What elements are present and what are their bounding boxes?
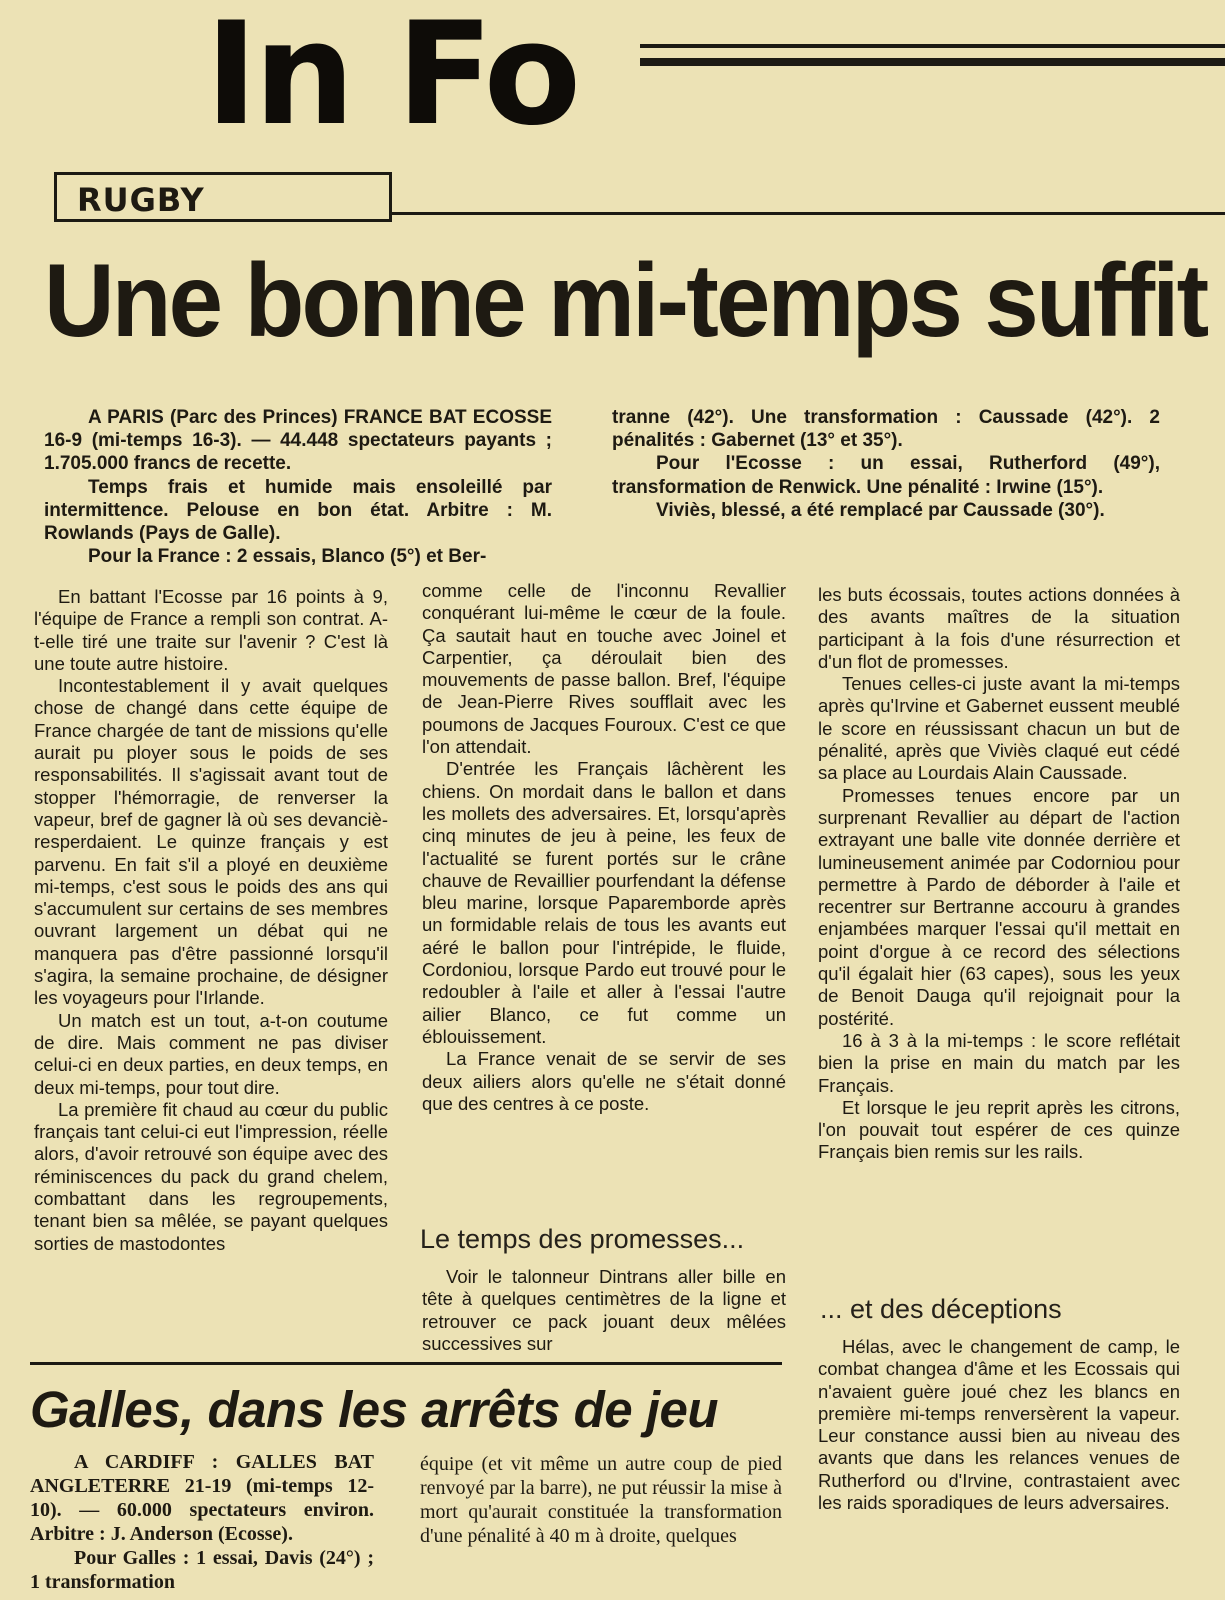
lede-paragraph: Temps frais et humide mais ensoleillé par intermittence. Pelouse en bon état. Arbitre : M. Rowlands (Pays de Galle). (44, 476, 552, 545)
article-paragraph: La première fit chaud au cœur du public français tant celui-ci eut l'impression, réelle alors, d'avoir retrouvé son équipe avec des réminiscences du pack du grand chelem, combattant dans les regroupements, tenant bien sa mêlée, se payant quelques sorties de mastodontes (34, 1098, 388, 1254)
article-paragraph: Et lorsque le jeu reprit après les citrons, l'on pouvait tout espérer de ces quinze Français bien remis sur les rails. (818, 1096, 1180, 1163)
subheading-promesses: Le temps des promesses... (420, 1224, 745, 1254)
lede-paragraph: A PARIS (Parc des Princes) FRANCE BAT ECOSSE 16-9 (mi-temps 16-3). — 44.448 spectateurs payants ; 1.705.000 francs de recette. (44, 407, 552, 475)
lede-left (44, 406, 552, 568)
article-column-1 (34, 586, 388, 1255)
article-paragraph: Pour Galles : 1 essai, Davis (24°) ; 1 transformation (30, 1547, 374, 1593)
article-paragraph: Hélas, avec le changement de camp, le combat changea d'âme et les Ecossais qui n'avaient guère joué chez les blancs en première mi-temps renversèrent la vapeur. Leur constance aussi bien au niveau des avants que dans les relances venues de Rutherford ou d'Irvine, contrastaient avec les raids sporadiques de leurs adversaires. (818, 1336, 1180, 1514)
article-paragraph: les buts écossais, toutes actions données à des avants maîtres de la situation participant à la fois d'une résurrection et d'un flot de promesses. (818, 584, 1180, 672)
article-paragraph: Tenues celles-ci juste avant la mi-temps après qu'Irvine et Gabernet eussent meublé le score en réussissant chacun un but de pénalité, après que Viviès claqué eut cédé sa place au Lourdais Alain Caussade. (818, 673, 1180, 784)
section-label-text: RUGBY (77, 181, 205, 219)
article-column-3 (818, 584, 1180, 1164)
subheading-deceptions: ... et des déceptions (820, 1294, 1062, 1324)
section-rule (392, 212, 1225, 215)
main-headline: Une bonne mi-temps suffit (44, 243, 1207, 359)
article-paragraph: équipe (et vit même un autre coup de pied renvoyé par la barre), ne put réussir la mise à mort qu'aurait constituée la transformation d'une pénalité à 40 m à droite, quelques (420, 1453, 782, 1547)
masthead-logo: In Fo (205, 0, 578, 157)
galles-column-2 (420, 1452, 782, 1548)
article-paragraph: En battant l'Ecosse par 16 points à 9, l'équipe de France a rempli son contrat. A-t-elle tiré une traite sur l'avenir ? C'est là une toute autre histoire. (34, 586, 388, 674)
masthead-rule-thick (640, 58, 1225, 66)
article-paragraph: 16 à 3 à la mi-temps : le score reflétait bien la prise en main du match par les Français. (818, 1029, 1180, 1096)
article-column-3b (818, 1336, 1180, 1514)
article-column-2 (422, 580, 786, 1115)
article-paragraph: D'entrée les Français lâchèrent les chiens. On mordait dans le ballon et dans les mollets des adversaires. Et, lorsqu'après cinq minutes de jeu à peine, les feux de l'actualité se furent portés sur le crâne chauve de Revaillier pourfendant la défense bleu marine, lorsque Paparemborde après un formidable relais de tous les avants eut aéré le ballon pour l'intrépide, le fluide, Cordoniou, lorsque Pardo eut trouvé pour le redoubler à l'aile et aller à l'essai l'autre ailier Blanco, ce fut comme un éblouissement. (422, 758, 786, 1047)
article-paragraph: Incontestablement il y avait quelques chose de changé dans cette équipe de France chargée de tant de missions qu'elle aurait pu ployer sous le poids de ses responsabilités. Il s'agissait avant tout de stopper l'hémorragie, de renverser la vapeur, bref de gagner là où ses devanciè-resperdaient. Le quinze français y est parvenu. En fait s'il a ployé en deuxième mi-temps, c'est sous le poids des ans qui s'accumulent sur certains de ses membres ouvrant largement un débat qui ne manquera pas d'être passionné lorsqu'il s'agira, la semaine prochaine, de désigner les voyageurs pour l'Irlande. (34, 675, 388, 1009)
article-paragraph: Voir le talonneur Dintrans aller bille en tête à quelques centimètres de la ligne et retrouver ce pack jouant deux mêlées successives sur (422, 1266, 786, 1354)
lede-paragraph: Pour l'Ecosse : un essai, Rutherford (49°), transformation de Renwick. Une pénalité : Irwine (15°). (612, 453, 1160, 498)
article-column-2b (422, 1266, 786, 1355)
article-paragraph: comme celle de l'inconnu Revallier conquérant lui-même le cœur de la foule. Ça sautait haut en touche avec Joinel et Carpentier, ça déroulait bien des mouvements de passe ballon. Bref, l'équipe de Jean-Pierre Rives soufflait avec les poumons de Jacques Fouroux. C'est ce que l'on attendait. (422, 580, 786, 758)
article-paragraph: Un match est un tout, a-t-on coutume de dire. Mais comment ne pas diviser celui-ci en deux parties, en deux temps, en deux mi-temps, pour tout dire. (34, 1009, 388, 1098)
article-divider (30, 1362, 782, 1365)
lede-paragraph: Viviès, blessé, a été remplacé par Caussade (30°). (656, 499, 1105, 521)
second-headline: Galles, dans les arrêts de jeu (30, 1381, 719, 1438)
lede-paragraph: Pour la France : 2 essais, Blanco (5°) et Ber- (88, 546, 487, 568)
article-paragraph: La France venait de se servir de ses deux ailiers alors qu'elle ne s'était donné que des centres à ce poste. (422, 1048, 786, 1114)
article-paragraph: A CARDIFF : GALLES BAT ANGLETERRE 21-19 (mi-temps 12-10). — 60.000 spectateurs environ. Arbitre : J. Anderson (Ecosse). (30, 1451, 374, 1545)
masthead-rule (640, 44, 1225, 48)
article-paragraph: Promesses tenues encore par un surprenant Revallier au départ de l'action extrayant une balle vite donnée derrière et lumineusement animée par Codorniou pour permettre à Pardo de déborder à l'aile et recentrer sur Bertranne accouru à grandes enjambées marquer l'essai qu'il mettait en point d'orgue à ce record des sélections qu'il égalait hier (63 capes), sous les yeux de Benoit Dauga qu'il rejoignait pour la postérité. (818, 784, 1180, 1029)
lede-paragraph: tranne (42°). Une transformation : Caussade (42°). 2 pénalités : Gabernet (13° et 35°). (612, 407, 1160, 452)
galles-lede (30, 1450, 374, 1594)
section-label (54, 172, 392, 222)
lede-right (612, 406, 1160, 522)
